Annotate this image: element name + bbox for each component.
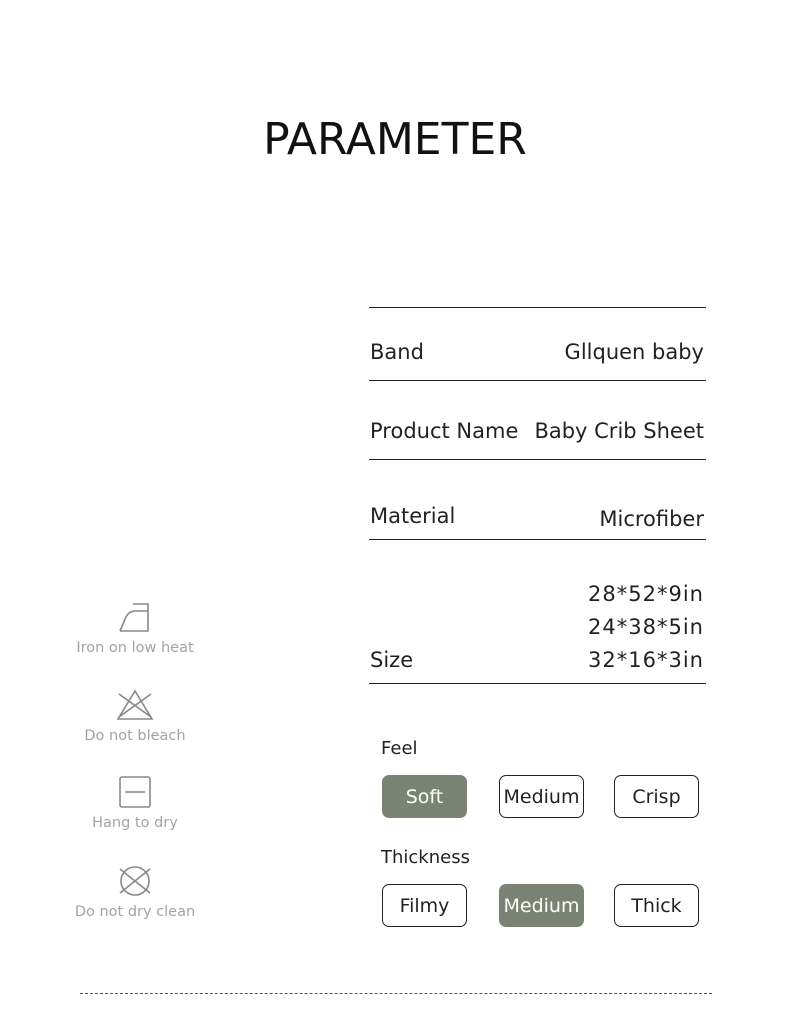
- param-label-size: Size: [370, 648, 414, 672]
- page-title: PARAMETER: [263, 114, 527, 165]
- size-value-line: 32*16*3in: [588, 648, 704, 672]
- care-item-bleach: [60, 688, 210, 744]
- iron-low-heat-icon: [117, 600, 153, 634]
- feel-option-soft[interactable]: Soft: [382, 775, 467, 818]
- thickness-option-medium[interactable]: Medium: [499, 884, 584, 927]
- thickness-option-filmy[interactable]: Filmy: [382, 884, 467, 927]
- care-item-iron: [60, 600, 210, 656]
- care-label: Do not dry clean: [74, 904, 196, 920]
- row-divider: [369, 539, 706, 540]
- feel-option-medium[interactable]: Medium: [499, 775, 584, 818]
- dashed-divider: [80, 993, 712, 994]
- size-value-line: 28*52*9in: [588, 582, 704, 606]
- hang-to-dry-icon: [118, 775, 152, 809]
- row-divider: [369, 459, 706, 460]
- param-label-material: Material: [370, 504, 456, 528]
- table-top-rule: [369, 307, 706, 308]
- care-label: Do not bleach: [84, 728, 186, 744]
- thickness-option-thick[interactable]: Thick: [614, 884, 699, 927]
- feel-option-crisp[interactable]: Crisp: [614, 775, 699, 818]
- param-value-product-name: Baby Crib Sheet: [534, 419, 704, 443]
- row-divider: [369, 380, 706, 381]
- do-not-dry-clean-icon: [115, 864, 155, 898]
- care-label: Hang to dry: [92, 815, 178, 831]
- param-value-size: [588, 578, 704, 677]
- param-label-product-name: Product Name: [370, 419, 519, 443]
- care-label: Iron on low heat: [76, 640, 194, 656]
- do-not-bleach-icon: [115, 688, 155, 722]
- feel-title: Feel: [381, 738, 418, 759]
- param-label-band: Band: [370, 340, 424, 364]
- table-bottom-rule: [369, 683, 706, 684]
- care-item-dry-clean: [60, 864, 210, 920]
- param-value-band: Gllquen baby: [564, 340, 704, 364]
- thickness-title: Thickness: [381, 847, 470, 868]
- care-item-hang: [60, 775, 210, 831]
- size-value-line: 24*38*5in: [588, 615, 704, 639]
- param-value-material: Microfiber: [599, 507, 704, 531]
